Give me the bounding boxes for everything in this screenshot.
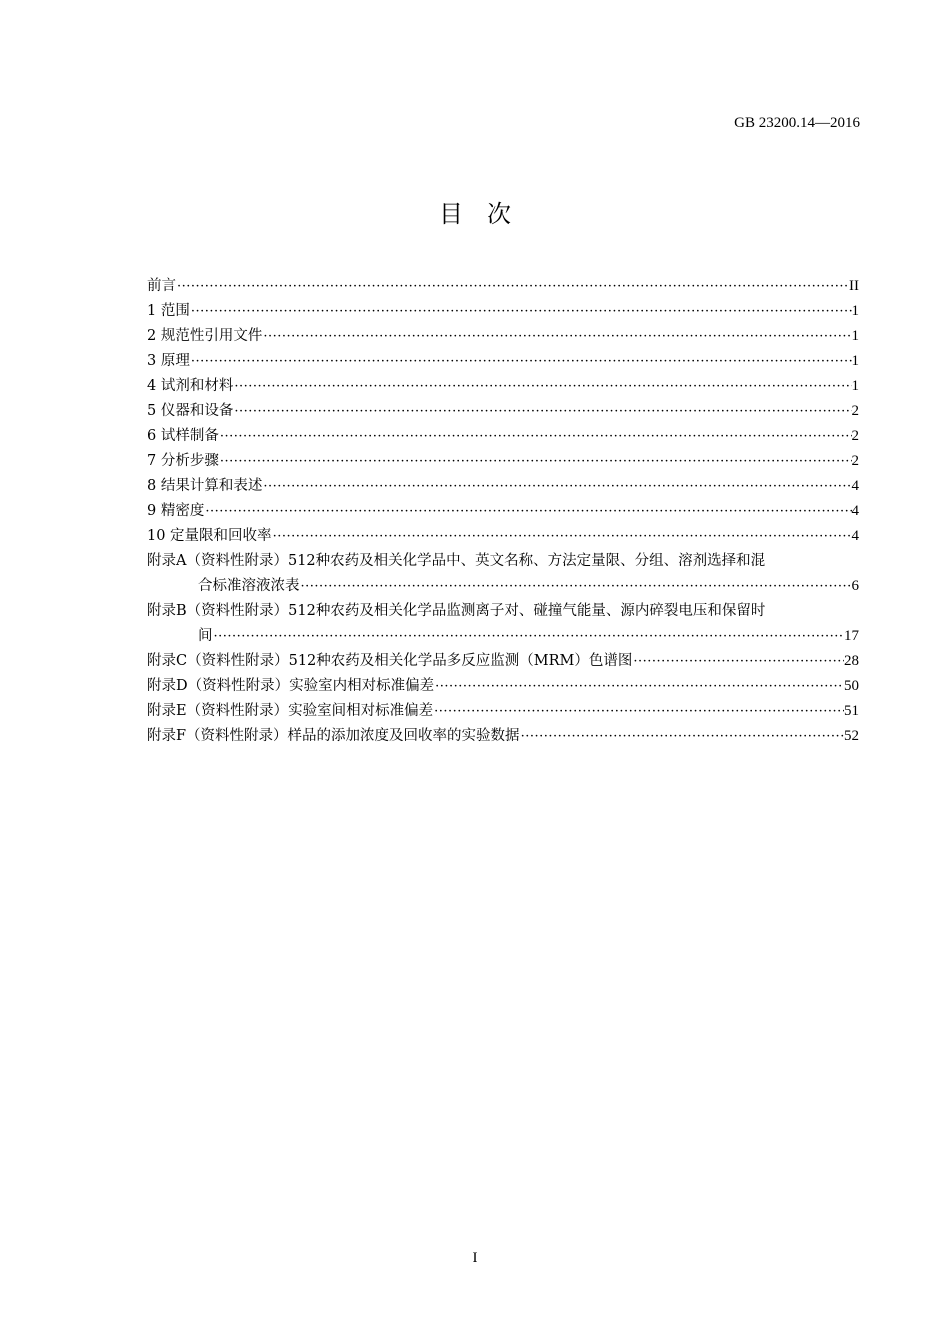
toc-entry-continuation: 合标准溶液浓表 — [198, 578, 300, 594]
toc-entry-continuation: 间 — [198, 628, 213, 644]
toc-page-number: 2 — [851, 428, 859, 444]
toc-entry-normative-references[interactable] — [147, 324, 859, 349]
toc-entry-annex-c[interactable] — [147, 649, 859, 674]
toc-leader-dots — [233, 399, 851, 424]
toc-entry-text: 5 仪器和设备 — [147, 403, 234, 419]
toc-entry-annex-e[interactable] — [147, 699, 859, 724]
toc-entry-text: 前言 — [147, 278, 176, 294]
toc-entry-calculation[interactable] — [147, 474, 859, 499]
toc-entry-text: 附录E（资料性附录）实验室间相对标准偏差 — [147, 703, 434, 719]
toc-entry-text: 6 试样制备 — [147, 428, 219, 444]
toc-entry-text: 附录C（资料性附录）512种农药及相关化学品多反应监测（MRM）色谱图 — [147, 653, 633, 669]
toc-page-number: 4 — [851, 528, 859, 544]
toc-page-number: 1 — [851, 303, 859, 319]
toc-entry-text: 8 结果计算和表述 — [147, 478, 263, 494]
toc-entry-annex-d[interactable] — [147, 674, 859, 699]
toc-leader-dots — [433, 699, 844, 724]
toc-entry-text: 10 定量限和回收率 — [147, 528, 272, 544]
toc-page-number: 17 — [844, 628, 859, 644]
toc-entry-text: 附录F（资料性附录）样品的添加浓度及回收率的实验数据 — [147, 728, 520, 744]
toc-leader-dots — [190, 299, 852, 324]
toc-entry-analysis-steps[interactable] — [147, 449, 859, 474]
toc-leader-dots — [233, 374, 851, 399]
page-title: 目次 — [439, 200, 535, 228]
toc-page-number: 2 — [851, 453, 859, 469]
toc-entry-foreword[interactable] — [147, 274, 859, 299]
toc-leader-dots — [520, 724, 844, 749]
page-footer-number: I — [472, 1250, 478, 1266]
toc-leader-dots — [190, 349, 852, 374]
toc-leader-dots — [262, 474, 851, 499]
toc-entry-scope[interactable] — [147, 299, 859, 324]
toc-leader-dots — [219, 449, 852, 474]
toc-page-number: II — [849, 278, 859, 294]
toc-entry-annex-b[interactable] — [147, 599, 859, 649]
toc-entry-quantitation-limit[interactable] — [147, 524, 859, 549]
toc-page-number: 28 — [844, 653, 859, 669]
toc-page-number: 4 — [851, 478, 859, 494]
toc-page-number: 52 — [844, 728, 859, 744]
toc-entry-text: 1 范围 — [147, 303, 190, 319]
toc-entry-reagents[interactable] — [147, 374, 859, 399]
toc-leader-dots — [262, 324, 851, 349]
toc-page-number: 1 — [851, 353, 859, 369]
toc-page-number: 4 — [851, 503, 859, 519]
toc-entry-precision[interactable] — [147, 499, 859, 524]
toc-entry-sample-preparation[interactable] — [147, 424, 859, 449]
toc-page-number: 51 — [844, 703, 859, 719]
toc-leader-dots — [272, 524, 852, 549]
toc-page-number: 1 — [851, 328, 859, 344]
toc-entry-annex-a[interactable] — [147, 549, 859, 599]
toc-entry-text: 3 原理 — [147, 353, 190, 369]
toc-entry-text: 7 分析步骤 — [147, 453, 219, 469]
toc-page-number: 2 — [851, 403, 859, 419]
toc-leader-dots — [204, 499, 851, 524]
toc-entry-text: 2 规范性引用文件 — [147, 328, 263, 344]
toc-entry-text: 附录D（资料性附录）实验室内相对标准偏差 — [147, 678, 435, 694]
toc-page-number: 1 — [851, 378, 859, 394]
toc-page-number: 50 — [844, 678, 859, 694]
standard-number: GB 23200.14—2016 — [734, 115, 860, 131]
toc-page-number: 6 — [851, 578, 859, 594]
toc-entry-principle[interactable] — [147, 349, 859, 374]
toc-entry-annex-f[interactable] — [147, 724, 859, 749]
toc-leader-dots — [176, 274, 849, 299]
toc-entry-text: 附录A（资料性附录）512种农药及相关化学品中、英文名称、方法定量限、分组、溶剂选择和混 — [147, 553, 766, 569]
toc-leader-dots — [632, 649, 844, 674]
toc-entry-text: 4 试剂和材料 — [147, 378, 234, 394]
toc-entry-apparatus[interactable] — [147, 399, 859, 424]
table-of-contents — [147, 274, 859, 749]
toc-entry-text: 附录B（资料性附录）512种农药及相关化学品监测离子对、碰撞气能量、源内碎裂电压和保留时 — [147, 603, 766, 619]
toc-leader-dots — [300, 574, 852, 599]
toc-leader-dots — [213, 624, 845, 649]
toc-leader-dots — [219, 424, 852, 449]
toc-entry-text: 9 精密度 — [147, 503, 205, 519]
toc-leader-dots — [434, 674, 844, 699]
